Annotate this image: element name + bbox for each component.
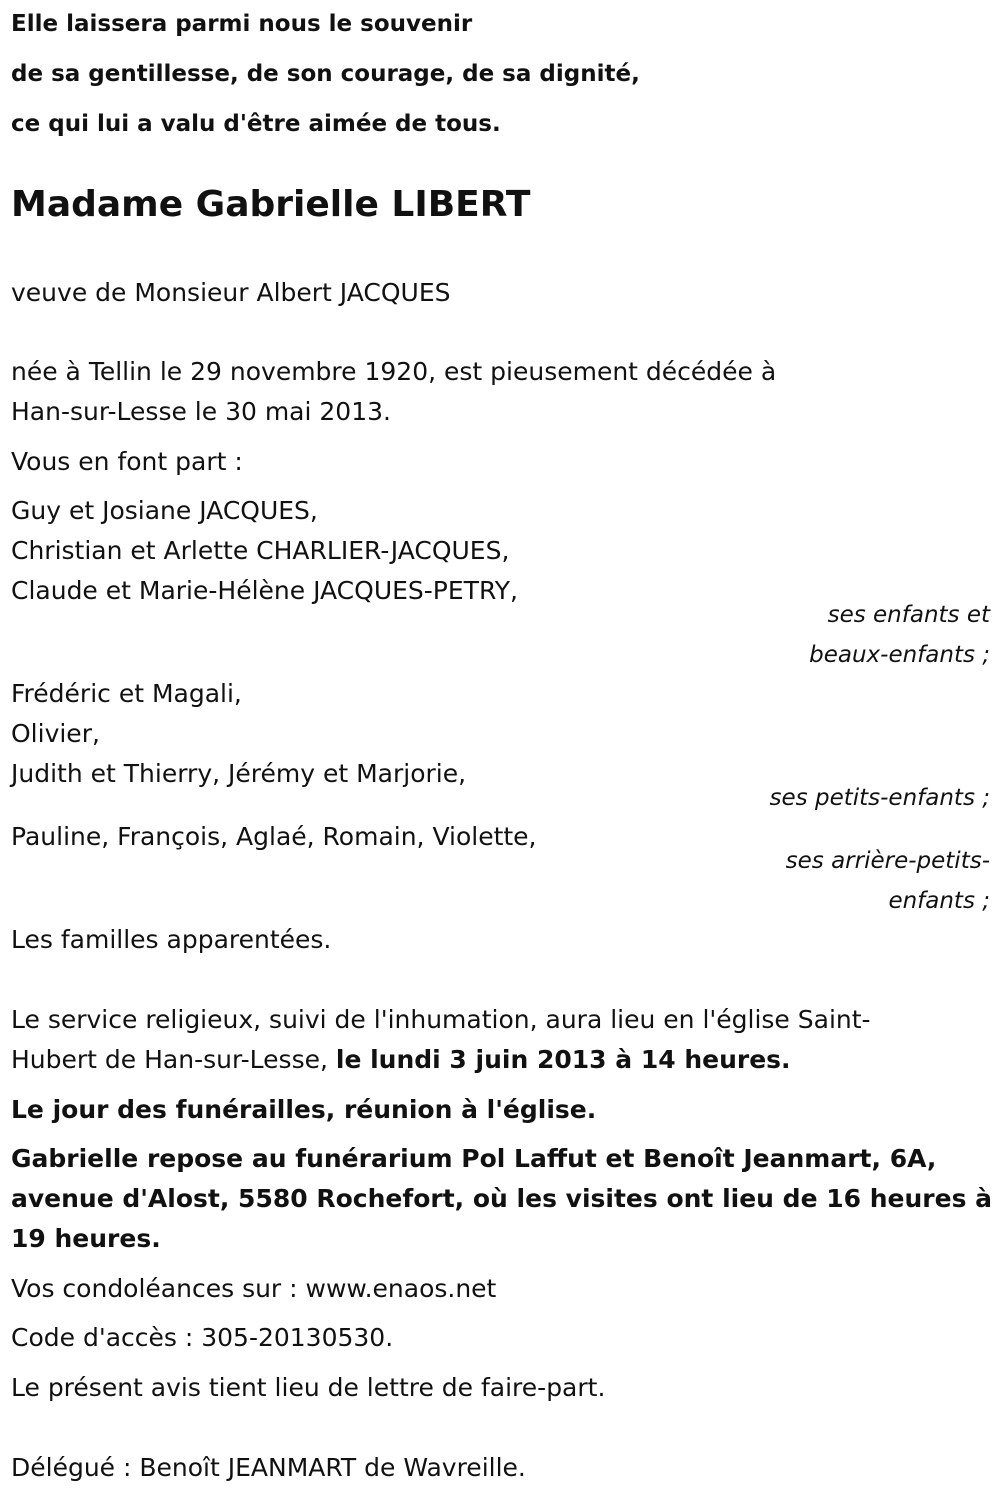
grandchild-name: Olivier, [11,719,100,748]
announce-line: Vous en font part : [11,447,243,476]
birth-death-line-2: Han-sur-Lesse le 30 mai 2013. [11,397,391,426]
great-grandchildren-relation-line-1: ses arrière-petits- [785,848,990,874]
rest-line-1: Gabrielle repose au funérarium Pol Laffut et Benoît Jeanmart, 6A, [11,1144,937,1173]
access-code-line: Code d'accès : 305-20130530. [11,1323,394,1352]
intro-line-2: de sa gentillesse, de son courage, de sa dignité, [11,61,640,87]
service-line-1: Le service religieux, suivi de l'inhumation, aura lieu en l'église Saint- [11,1005,871,1034]
deceased-name: Madame Gabrielle LIBERT [11,184,531,225]
service-datetime: le lundi 3 juin 2013 à 14 heures. [335,1045,791,1074]
grandchild-name: Frédéric et Magali, [11,679,242,708]
child-name: Christian et Arlette CHARLIER-JACQUES, [11,536,510,565]
service-location: Hubert de Han-sur-Lesse, [11,1045,336,1074]
grandchild-name: Judith et Thierry, Jérémy et Marjorie, [11,759,467,788]
intro-line-3: ce qui lui a valu d'être aimée de tous. [11,111,501,137]
grandchildren-relation: ses petits-enfants ; [769,785,990,811]
children-relation-line-2: beaux-enfants ; [809,642,990,668]
child-name: Guy et Josiane JACQUES, [11,496,318,525]
notice-line: Le présent avis tient lieu de lettre de faire-part. [11,1373,606,1402]
children-relation-line-1: ses enfants et [827,602,990,628]
birth-death-line-1: née à Tellin le 29 novembre 1920, est pieusement décédée à [11,357,777,386]
rest-line-3: 19 heures. [11,1224,161,1253]
great-grandchildren-relation-line-2: enfants ; [888,888,990,914]
families-line: Les familles apparentées. [11,925,332,954]
great-grandchildren-names: Pauline, François, Aglaé, Romain, Violette, [11,822,537,851]
child-name: Claude et Marie-Hélène JACQUES-PETRY, [11,576,518,605]
rest-line-2: avenue d'Alost, 5580 Rochefort, où les visites ont lieu de 16 heures à [11,1184,993,1213]
intro-line-1: Elle laissera parmi nous le souvenir [11,11,473,37]
delegate-line: Délégué : Benoît JEANMART de Wavreille. [11,1453,526,1482]
spouse-line: veuve de Monsieur Albert JACQUES [11,278,451,307]
service-line-2 [11,1044,791,1076]
meeting-line: Le jour des funérailles, réunion à l'église. [11,1095,597,1124]
condolences-line: Vos condoléances sur : www.enaos.net [11,1274,497,1303]
